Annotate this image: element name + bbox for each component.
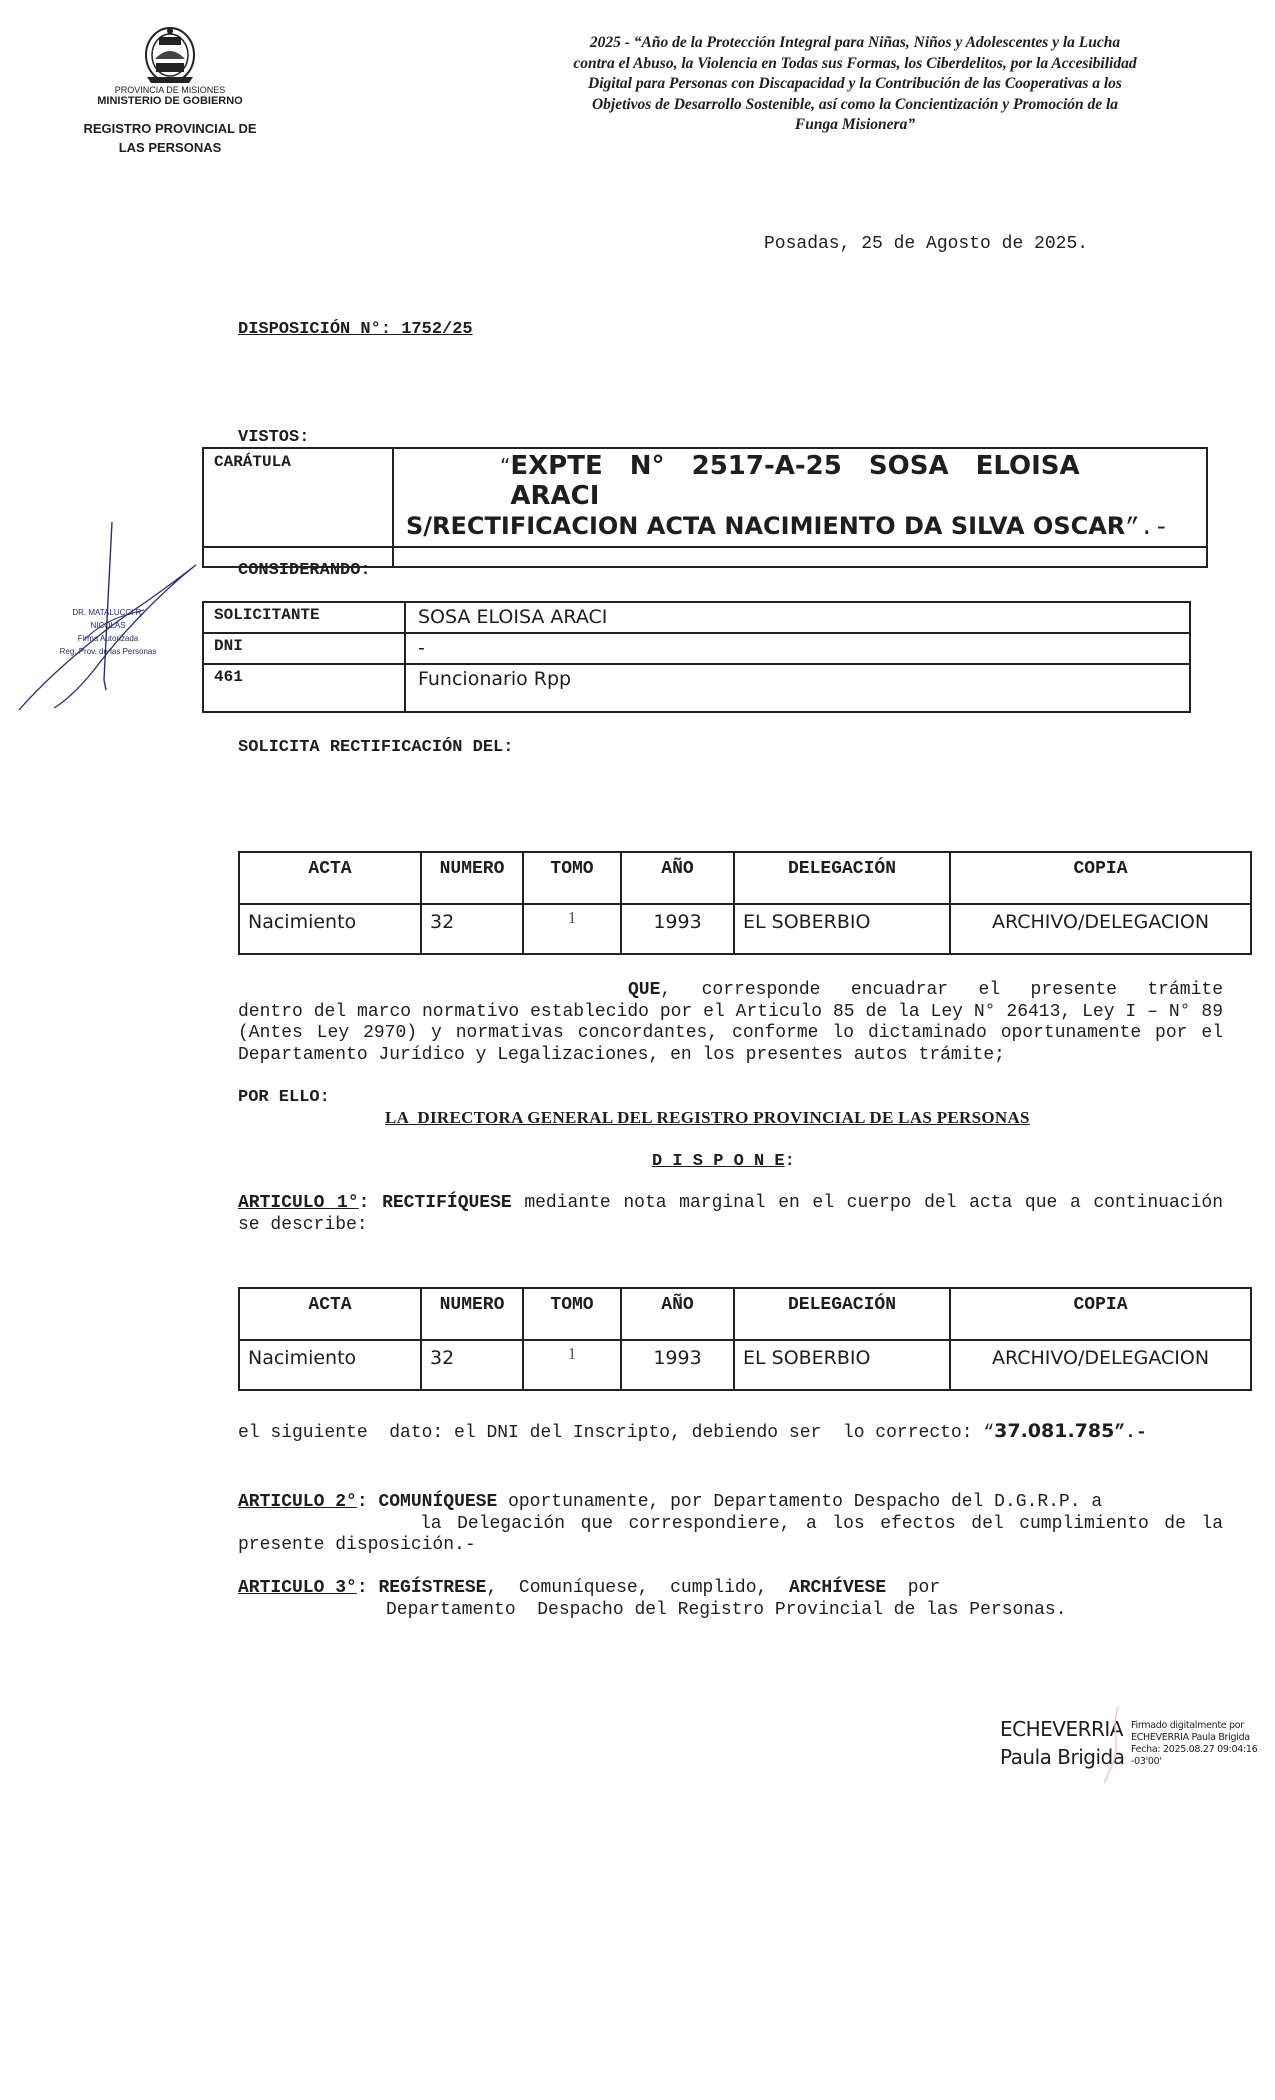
registry-label-1: REGISTRO PROVINCIAL DE [83,121,257,136]
articulo-1 [238,1193,1223,1236]
art3-bold1: REGÍSTRESE [378,1578,487,1598]
art1-bold: RECTIFÍQUESE [382,1193,512,1213]
art1-label: ARTICULO 1° [238,1193,359,1213]
motto-line: Objetivos de Desarrollo Sostenible, así como la Concientización y Promoción de la [591,95,1119,113]
cell-tomo: 1 [523,904,621,954]
vistos-label: VISTOS: [238,428,310,447]
motto-line: Funga Misionera” [794,116,916,133]
place-date: Posadas, 25 de Agosto de 2025. [764,234,1089,254]
art2-line2: la Delegación que correspondiere, a los efectos del cumplimiento de la [420,1513,1223,1534]
cell-copia: ARCHIVO/DELEGACION [950,904,1251,954]
art3-end: por [886,1578,941,1598]
solicitante-value: SOSA ELOISA ARACI [405,602,1190,633]
ministry-label: MINISTERIO DE GOBIERNO [97,95,243,107]
caratula-table [202,447,1208,568]
signature-note-line: ECHEVERRIA Paula Brigida [1131,1732,1250,1743]
col-numero: NUMERO [421,1288,523,1340]
col-tomo: TOMO [523,1288,621,1340]
dispone-heading [652,1152,795,1171]
signer-given-name: Paula Brigida [1000,1745,1125,1769]
col-anio: AÑO [621,1288,734,1340]
art3-bold2: ARCHÍVESE [788,1578,887,1598]
que-lead: QUE [628,980,661,1000]
caratula-value [393,448,1207,547]
cell-numero: 32 [421,1340,523,1390]
art2-line3: presente disposición.- [238,1535,476,1555]
cell-delegacion: EL SOBERBIO [734,1340,950,1390]
solicitante-label: SOLICITANTE [203,602,405,633]
close-quote: ”.- [1125,515,1169,542]
art3-mid: , Comuníquese, cumplido, [486,1578,789,1598]
registry-label-2: LAS PERSONAS [118,140,222,155]
articulo-3 [238,1578,1138,1621]
side-signature-name: DR. MATALUCCI R. NICOLAS [72,608,144,630]
signature-note-line: Fecha: 2025.08.27 09:04:16 [1131,1744,1258,1755]
art2-bold: COMUNÍQUESE [378,1492,498,1512]
solicitante-table [202,601,1191,713]
empty-cell [393,547,1207,567]
cell-anio: 1993 [621,1340,734,1390]
cell-acta: Nacimiento [239,1340,421,1390]
dni-label: DNI [203,633,405,664]
por-ello-label: POR ELLO: [238,1088,330,1107]
cell-anio: 1993 [621,904,734,954]
code-label: 461 [203,664,405,712]
art1-colon: : [358,1193,370,1213]
signature-flourish-icon [1100,1705,1130,1785]
signature-note-line: Firmado digitalmente por [1131,1720,1244,1731]
province-label: PROVINCIA DE MISIONES [114,85,226,95]
art1-text: mediante nota marginal en el cuerpo del acta que a continuación se describe: [238,1193,1223,1235]
col-acta: ACTA [239,852,421,904]
year-motto [540,33,1170,136]
cell-delegacion: EL SOBERBIO [734,904,950,954]
solicita-label: SOLICITA RECTIFICACIÓN DEL: [238,738,514,757]
signer-surname: ECHEVERRIA [1000,1717,1123,1741]
caratula-line-2: S/RECTIFICACION ACTA NACIMIENTO DA SILVA OSCAR [406,512,1126,540]
col-tomo: TOMO [523,852,621,904]
col-delegacion: DELEGACIÓN [734,852,950,904]
side-signature-org: Reg. Prov. de las Personas [59,647,157,656]
col-anio: AÑO [621,852,734,904]
que-body: dentro del marco normativo establecido por el Articulo 85 de la Ley N° 26413, Ley I – N° 89 (Antes Ley 2970) y normativas concordantes, conforme lo dictaminado oportunamente por el Departamento Jurídico y Legalizaciones, en los presentes autos trámite; [238,1001,1223,1065]
col-copia: COPIA [950,852,1251,904]
col-copia: COPIA [950,1288,1251,1340]
cell-copia: ARCHIVO/DELEGACION [950,1340,1251,1390]
motto-line: 2025 - “Año de la Protección Integral para Niñas, Niños y Adolescentes y la Lucha [589,34,1121,51]
art2-line1: oportunamente, por Departamento Despacho del D.G.R.P. a [497,1492,1103,1512]
side-signature-stamp [58,606,158,658]
art3-line2: Departamento Despacho del Registro Provincial de las Personas. [386,1599,1067,1620]
provincial-seal-icon [139,25,201,85]
art2-label: ARTICULO 2° [238,1492,357,1512]
side-signature-role: Firma Autorizada [77,634,139,643]
header-logo-block [70,25,270,157]
cell-acta: Nacimiento [239,904,421,954]
dispone-colon: : [784,1152,795,1171]
dato-value: 37.081.785 [994,1420,1115,1442]
considerando-label: CONSIDERANDO: [238,561,371,580]
open-quote: “ [500,454,511,478]
acta-table [238,851,1252,955]
dato-text: el siguiente dato: el DNI del Inscripto, debiendo ser lo correcto: [238,1423,984,1443]
que-paragraph [238,980,1223,1066]
dni-value: - [405,633,1190,664]
col-delegacion: DELEGACIÓN [734,1288,950,1340]
acta-table-rectified [238,1287,1252,1391]
motto-line: contra el Abuso, la Violencia en Todas sus Formas, los Ciberdelitos, por la Accesibilidad [573,54,1137,72]
caratula-label: CARÁTULA [203,448,393,547]
code-value: Funcionario Rpp [405,664,1190,712]
digital-signature-note [1131,1720,1257,1768]
dato-line [238,1420,1147,1443]
art3-label: ARTICULO 3° [238,1578,357,1598]
col-numero: NUMERO [421,852,523,904]
motto-line: Digital para Personas con Discapacidad y la Contribución de las Cooperativas a los [588,75,1122,92]
articulo-2 [238,1492,1223,1557]
caratula-line-1: EXPTE N° 2517-A-25 SOSA ELOISA ARACI [510,451,1080,511]
art2-colon: : [356,1492,368,1512]
que-line1: , corresponde encuadrar el presente trámite [660,980,1223,1000]
dispone-text: D I S P O N E [652,1152,785,1171]
disposition-number: DISPOSICIÓN N°: 1752/25 [238,320,473,339]
cell-numero: 32 [421,904,523,954]
signature-note-line: -03'00' [1131,1756,1162,1767]
directora-heading: LA DIRECTORA GENERAL DEL REGISTRO PROVINCIAL DE LAS PERSONAS [385,1108,1030,1127]
art3-colon: : [356,1578,368,1598]
dato-open-quote: “ [983,1423,995,1443]
col-acta: ACTA [239,1288,421,1340]
cell-tomo: 1 [523,1340,621,1390]
dato-close: ”.- [1114,1423,1147,1443]
